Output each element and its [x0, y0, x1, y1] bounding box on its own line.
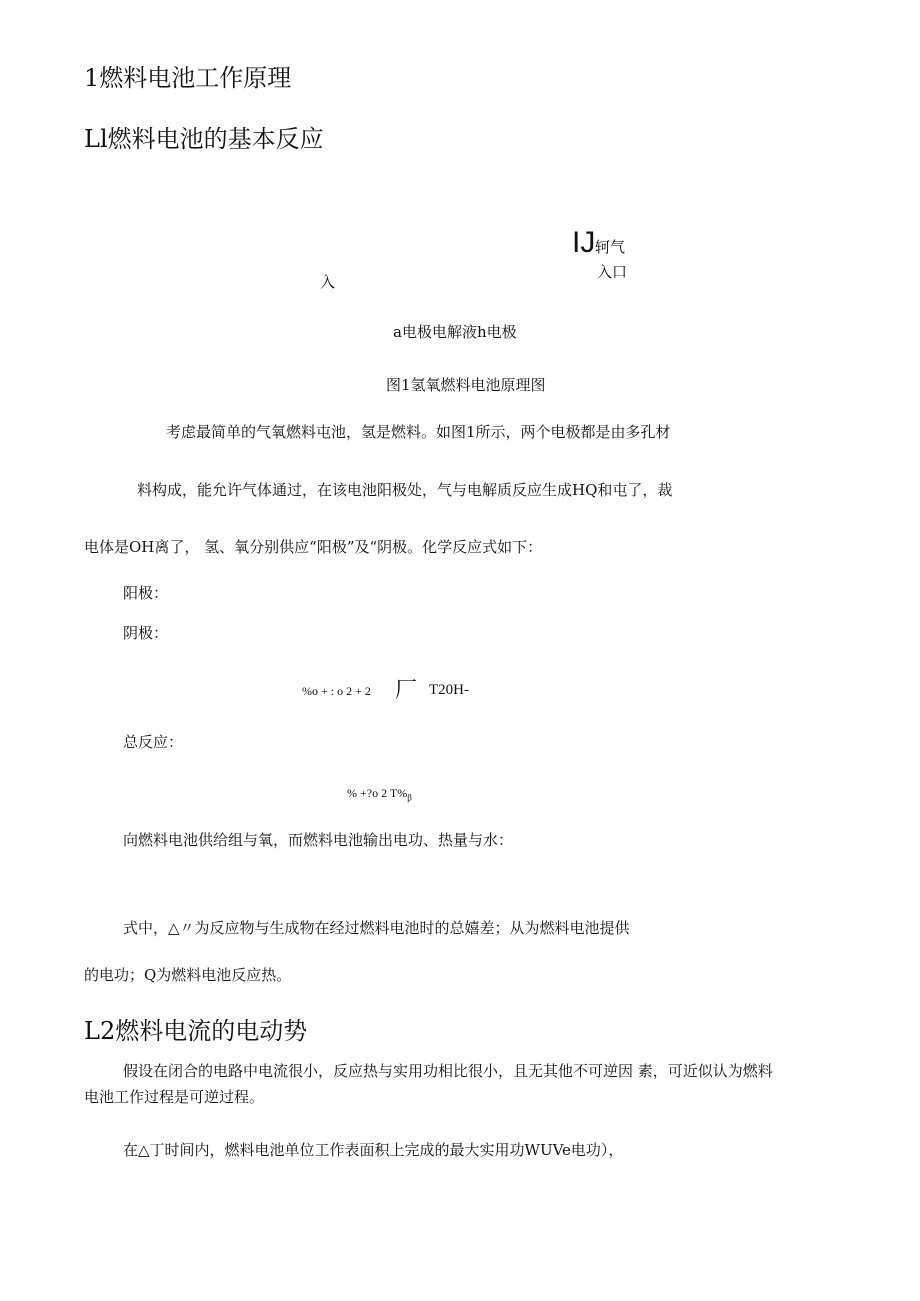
section-heading-1-1: Ll燃料电池的基本反应 — [84, 125, 324, 153]
cathode-equation-mark: 厂 — [395, 678, 418, 703]
total-reaction-label: 总反应： — [123, 733, 184, 751]
paragraph-3-line-1: 式中，△〃为反应物与生成物在经过燃料电池时的总嬉差；从为燃料电池提供 — [123, 919, 630, 937]
figure-caption: 图1氢氧燃料电池原理图 — [386, 376, 546, 394]
cathode-equation-right: T20H- — [429, 682, 469, 698]
cathode-label: 阴极： — [123, 624, 169, 642]
paragraph-5: 在△丁时间内，燃料电池单位工作表面积上完成的最大实用功WUVe电功）， — [123, 1141, 624, 1159]
figure-label-ij: IJ — [572, 226, 596, 259]
figure-electrode-row: a电极电解液h电极 — [393, 323, 517, 341]
paragraph-3-line-2: 的电功；Q为燃料电池反应热。 — [84, 966, 292, 984]
figure-label-inlet: 入口 — [597, 263, 628, 281]
paragraph-1-line-3: 电体是OH离了， 氢、氧分别供应“阳极”及“阴极。化学反应式如下： — [84, 538, 543, 556]
paragraph-4-line-1: 假设在闭合的电路中电流很小，反应热与实用功相比很小，且无其他不可逆因 素，可近似认为燃料 — [123, 1062, 773, 1080]
figure-label-in-left: 入 — [320, 273, 336, 291]
paragraph-4-line-2: 电池工作过程是可逆过程。 — [84, 1088, 265, 1106]
paragraph-1-line-2: 料构成，能允许气体通过，在该电池阳极处，气与电解质反应生成HQ和屯了，裁 — [137, 481, 673, 499]
cathode-equation-left: %o + : o 2 + 2 — [302, 684, 371, 698]
anode-label: 阳极： — [123, 584, 169, 602]
paragraph-1-line-1: 考虑最简单的气氧燃料屯池，氢是燃料。如图1所示，两个电极都是由多孔材 — [166, 423, 671, 441]
section-heading-1: 1燃料电池工作原理 — [84, 64, 292, 92]
total-equation-main: % +?o 2 T% — [347, 786, 408, 800]
paragraph-2: 向燃料电池供给组与氧，而燃料电池输出电功、热量与水： — [123, 831, 514, 849]
total-equation — [347, 786, 412, 802]
figure-label-gas: 轲气 — [595, 238, 626, 256]
total-equation-sub: β — [407, 792, 412, 803]
section-heading-1-2: L2燃料电流的电动势 — [84, 1017, 308, 1045]
